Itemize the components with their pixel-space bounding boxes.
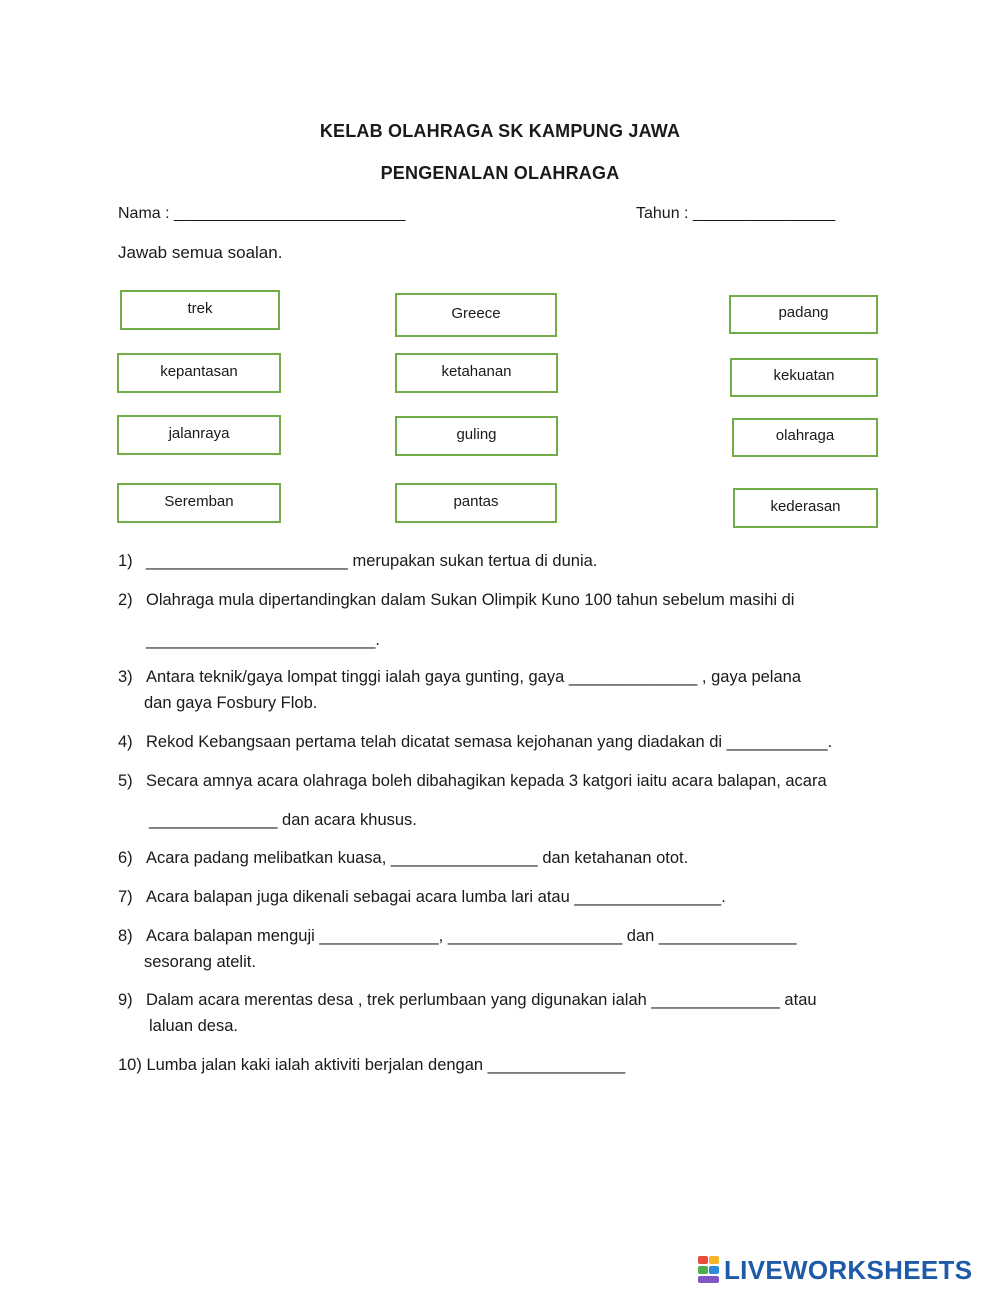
year-field[interactable]: Tahun : ________________ [636, 205, 836, 222]
question-8 [118, 927, 797, 946]
question-number: 9) [118, 991, 133, 1009]
question-text: Secara amnya acara olahraga boleh dibahagikan kepada 3 katgori iaitu acara balapan, acara [146, 772, 827, 790]
worksheet-title: KELAB OLAHRAGA SK KAMPUNG JAWA [319, 121, 681, 141]
question-text: ______________________ merupakan sukan tertua di dunia. [146, 552, 598, 570]
question-9-continued: laluan desa. [149, 1017, 238, 1035]
word-box-ketahanan[interactable]: ketahanan [395, 353, 558, 393]
question-text: Acara padang melibatkan kuasa, ________________ dan ketahanan otot. [146, 849, 689, 867]
question-3 [118, 668, 801, 687]
question-6 [118, 849, 688, 868]
worksheet-subtitle: PENGENALAN OLAHRAGA [380, 163, 620, 183]
word-box-padang[interactable]: padang [729, 295, 878, 334]
instruction-text: Jawab semua soalan. [118, 243, 283, 262]
question-text: Lumba jalan kaki ialah aktiviti berjalan dengan _______________ [146, 1056, 626, 1074]
word-box-olahraga[interactable]: olahraga [732, 418, 878, 457]
word-box-seremban[interactable]: Seremban [117, 483, 281, 523]
name-field[interactable]: Nama : __________________________ [118, 205, 406, 222]
word-box-trek[interactable]: trek [120, 290, 280, 330]
question-number: 6) [118, 849, 133, 867]
word-box-kederasan[interactable]: kederasan [733, 488, 878, 528]
word-box-guling[interactable]: guling [395, 416, 558, 456]
question-text: Olahraga mula dipertandingkan dalam Sukan Olimpik Kuno 100 tahun sebelum masihi di [146, 591, 795, 609]
word-box-greece[interactable]: Greece [395, 293, 557, 337]
question-number: 2) [118, 591, 133, 609]
question-5-continued: ______________ dan acara khusus. [149, 811, 417, 829]
question-number: 7) [118, 888, 133, 906]
liveworksheets-logo-icon [698, 1256, 720, 1284]
question-number: 8) [118, 927, 133, 945]
word-box-jalanraya[interactable]: jalanraya [117, 415, 281, 455]
question-number: 1) [118, 552, 133, 570]
question-8-continued: sesorang atelit. [144, 953, 256, 971]
word-box-kepantasan[interactable]: kepantasan [117, 353, 281, 393]
question-text: Acara balapan juga dikenali sebagai acara lumba lari atau ________________. [146, 888, 726, 906]
question-9 [118, 991, 817, 1010]
question-number: 10) [118, 1056, 142, 1074]
question-text: Dalam acara merentas desa , trek perlumbaan yang digunakan ialah ______________ atau [146, 991, 817, 1009]
question-4 [118, 733, 832, 752]
question-10 [118, 1056, 625, 1075]
question-2-continued: _________________________. [146, 631, 380, 649]
question-number: 4) [118, 733, 133, 751]
question-1 [118, 552, 597, 571]
question-text: Antara teknik/gaya lompat tinggi ialah gaya gunting, gaya ______________ , gaya pelana [146, 668, 801, 686]
question-number: 3) [118, 668, 133, 686]
liveworksheets-logo-text: LIVEWORKSHEETS [724, 1254, 973, 1285]
question-5 [118, 772, 827, 791]
liveworksheets-logo[interactable] [698, 1253, 972, 1287]
question-3-continued: dan gaya Fosbury Flob. [144, 694, 318, 712]
question-7 [118, 888, 726, 907]
question-2 [118, 591, 794, 610]
question-number: 5) [118, 772, 133, 790]
word-box-kekuatan[interactable]: kekuatan [730, 358, 878, 397]
word-box-pantas[interactable]: pantas [395, 483, 557, 523]
question-text: Acara balapan menguji _____________, ___________________ dan _______________ [146, 927, 797, 945]
question-text: Rekod Kebangsaan pertama telah dicatat semasa kejohanan yang diadakan di ___________. [146, 733, 833, 751]
